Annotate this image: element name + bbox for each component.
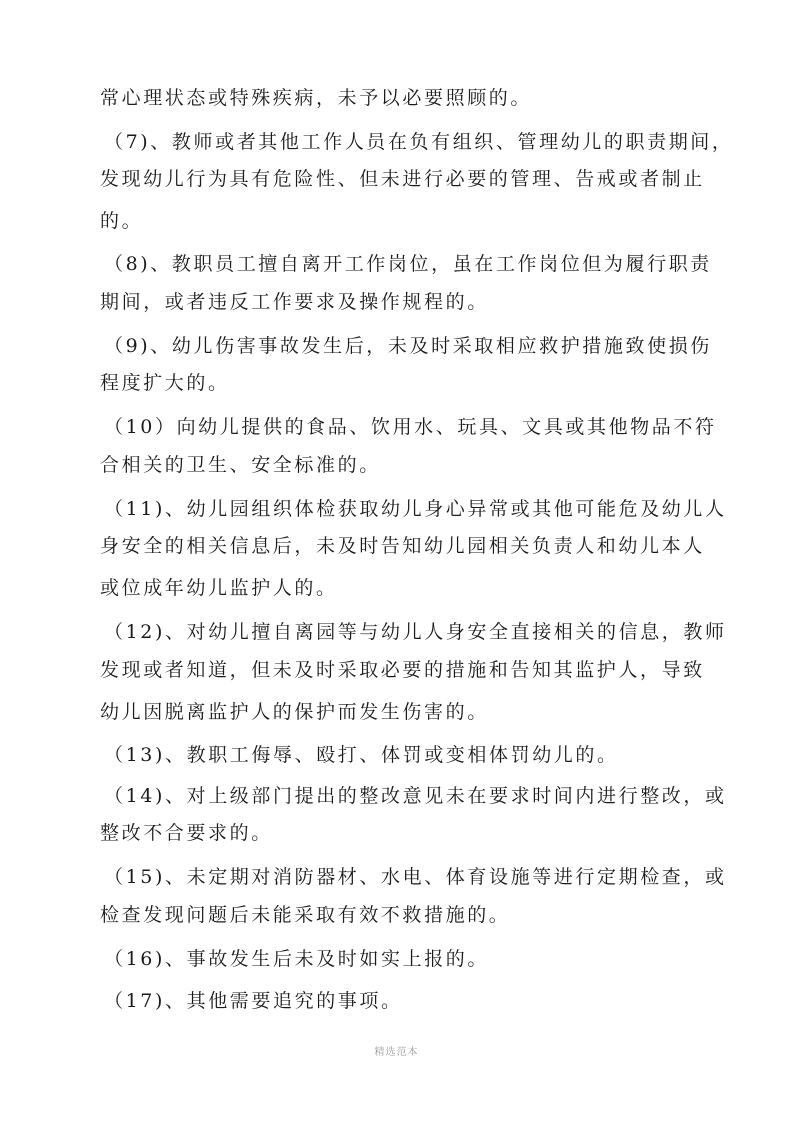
text-line-11: （11)、幼儿园组织体检获取幼儿身心异常或其他可能危及幼儿人 (104, 498, 727, 520)
text-line-5: （8)、教职员工擅自离开工作岗位，虽在工作岗位但为履行职责 (104, 253, 712, 275)
text-line-19: 整改不合要求的。 (100, 822, 273, 844)
text-line-23: （17)、其他需要追究的事项。 (104, 990, 403, 1012)
text-line-14: （12)、对幼儿擅自离园等与幼儿人身安全直接相关的信息，教师 (104, 621, 727, 643)
text-line-18: （14)、对上级部门提出的整改意见未在要求时间内进行整改，或 (104, 785, 727, 807)
text-line-15: 发现或者知道，但未及时采取必要的措施和告知其监护人，导致 (100, 659, 705, 681)
text-line-6: 期间，或者违反工作要求及操作规程的。 (100, 291, 489, 313)
text-line-10: 合相关的卫生、安全标准的。 (100, 454, 381, 476)
text-line-4: 的。 (100, 210, 144, 232)
text-line-1: 常心理状态或特殊疾病，未予以必要照顾的。 (100, 87, 533, 109)
text-line-7: （9)、幼儿伤害事故发生后，未及时采取相应救护措施致使损伤 (104, 335, 712, 357)
text-line-17: （13)、教职工侮辱、殴打、体罚或变相体罚幼儿的。 (104, 744, 619, 766)
text-line-3: 发现幼儿行为具有危险性、但未进行必要的管理、告戒或者制止 (100, 168, 705, 190)
text-line-2: （7)、教师或者其他工作人员在负有组织、管理幼儿的职责期间， (104, 131, 734, 153)
text-line-16: 幼儿因脱离监护人的保护而发生伤害的。 (100, 701, 489, 723)
text-line-9: （10）向幼儿提供的食品、饮用水、玩具、文具或其他物品不符 (104, 416, 717, 438)
text-line-8: 程度扩大的。 (100, 372, 230, 394)
text-line-12: 身安全的相关信息后，未及时告知幼儿园相关负责人和幼儿本人 (100, 535, 705, 557)
text-line-22: （16)、事故发生后未及时如实上报的。 (104, 948, 489, 970)
page-footer: 精选范本 (374, 1047, 419, 1058)
text-line-20: （15)、未定期对消防器材、水电、体育设施等进行定期检查，或 (104, 866, 727, 888)
text-line-21: 检查发现问题后未能采取有效不救措施的。 (100, 904, 511, 926)
text-line-13: 或位成年幼儿监护人的。 (100, 577, 338, 599)
